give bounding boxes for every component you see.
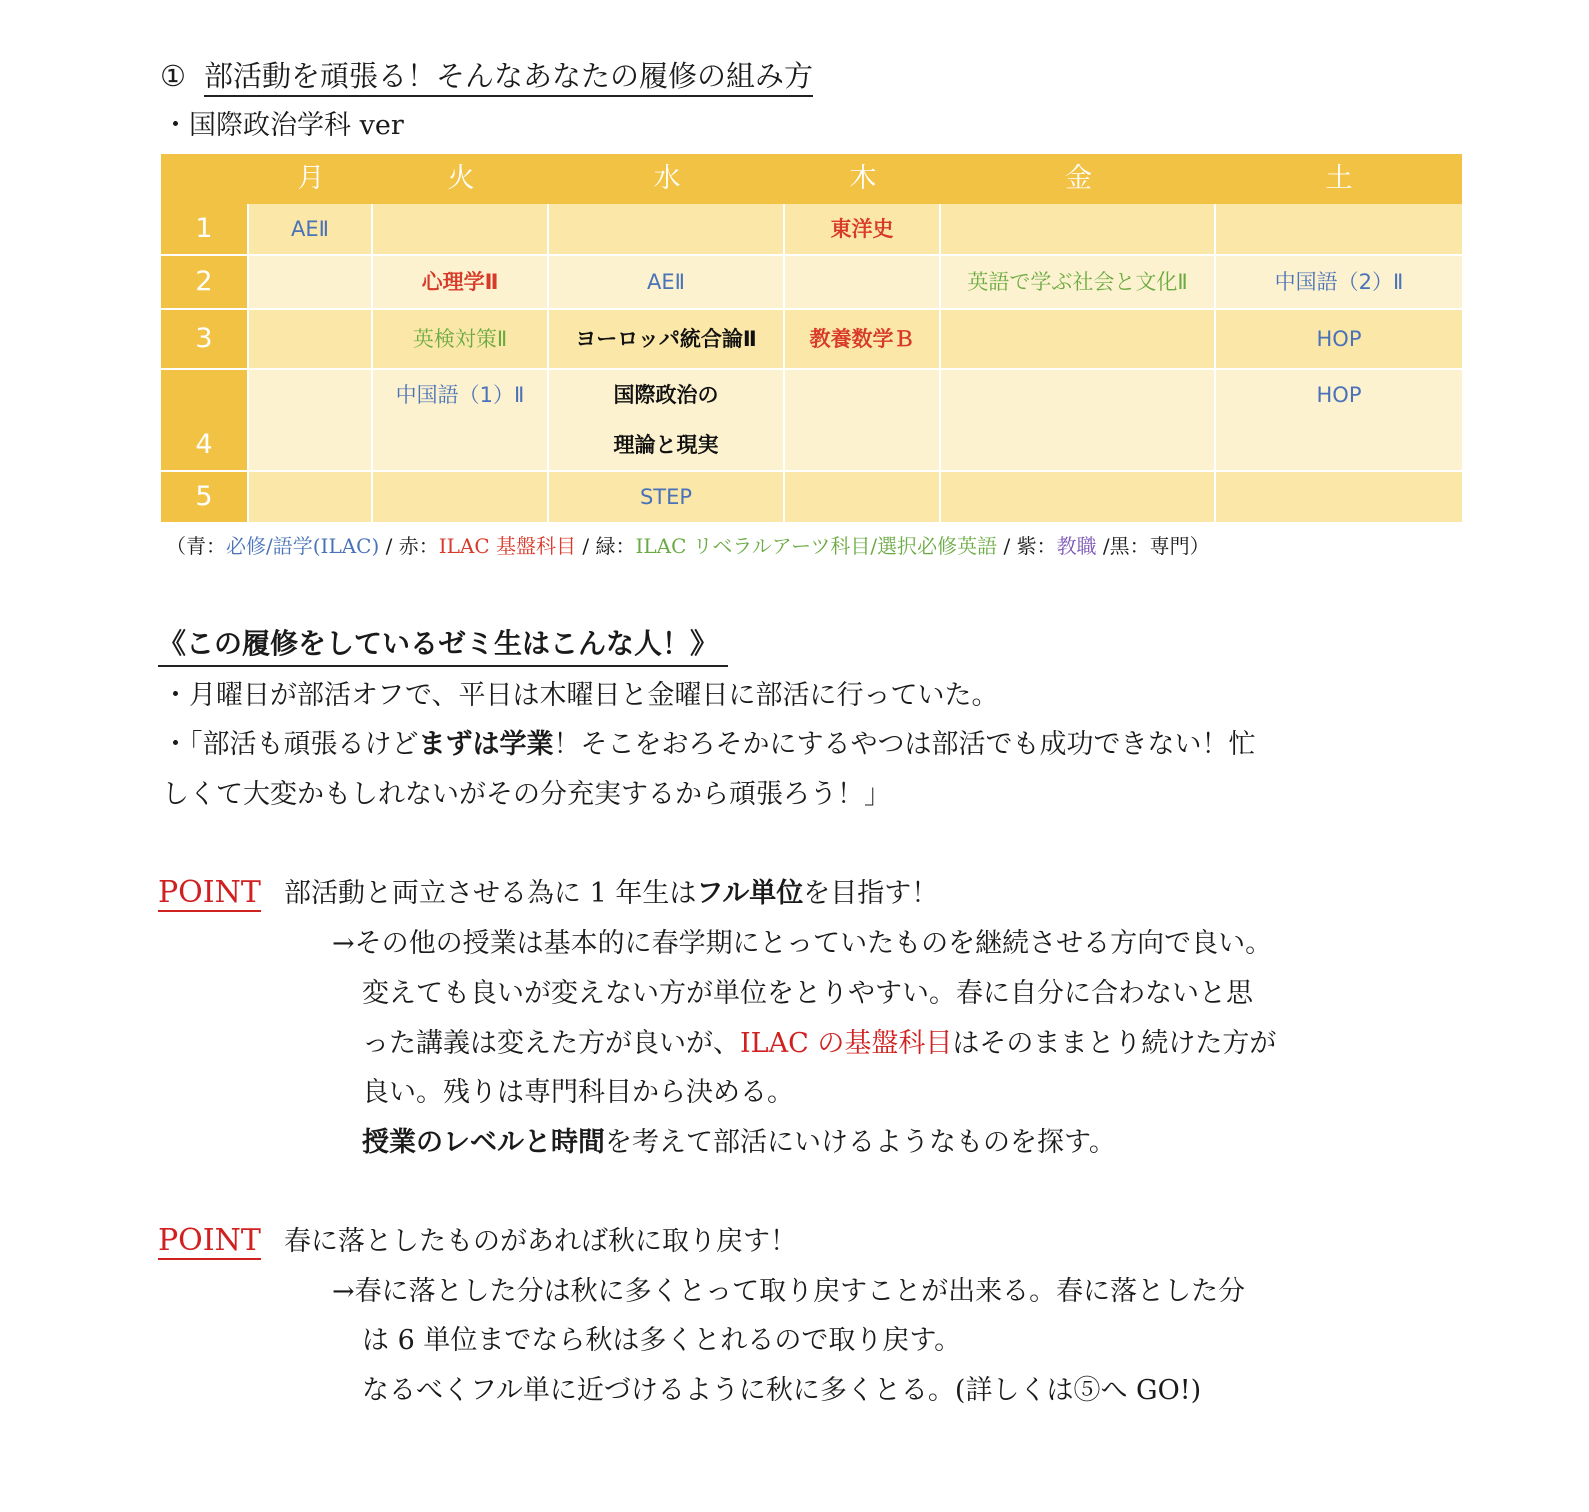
class-cell: 教養数学Ｂ: [785, 310, 941, 368]
point-heading: [284, 874, 938, 914]
period-label: 1: [161, 204, 249, 254]
color-legend: [166, 531, 1210, 561]
profile-title: 《この履修をしているゼミ生はこんな人！》: [158, 625, 728, 667]
point-line: [362, 1123, 1116, 1163]
class-cell: AEⅡ: [249, 204, 373, 254]
legend-red: ILAC 基盤科目: [438, 534, 577, 558]
day-header: 水: [549, 154, 785, 204]
text-run: ・「部活も頑張るけど: [162, 729, 419, 760]
point-line: 変えても良いが変えない方が単位をとりやすい。春に自分に合わないと思: [362, 978, 1253, 1009]
timetable-row: [161, 204, 1462, 256]
class-cell: 東洋史: [785, 204, 941, 254]
class-name-line: 理論と現実: [613, 433, 719, 457]
class-cell: [249, 472, 373, 522]
class-cell: [785, 256, 941, 308]
legend-purple: 教職: [1056, 534, 1097, 558]
class-cell: [373, 472, 549, 522]
timetable-header-row: [161, 154, 1462, 204]
class-cell: [373, 204, 549, 254]
class-cell: [785, 472, 941, 522]
text-run: を目指す！: [803, 878, 939, 909]
class-cell: [1216, 472, 1462, 522]
point-line: 良い。残りは専門科目から決める。: [362, 1077, 794, 1108]
class-cell: [1216, 204, 1462, 254]
day-header: 月: [249, 154, 373, 204]
legend-text: / 紫：: [997, 534, 1057, 558]
class-cell: 中国語（2）Ⅱ: [1216, 256, 1462, 308]
class-cell: ヨーロッパ統合論Ⅱ: [549, 310, 785, 368]
section-number: ①: [160, 59, 186, 93]
timetable: [161, 154, 1462, 520]
legend-text: /黒：専門）: [1096, 534, 1210, 558]
class-cell: [941, 204, 1216, 254]
class-cell: STEP: [549, 472, 785, 522]
corner-cell: [161, 154, 249, 204]
class-cell: HOP: [1216, 370, 1462, 470]
point-line: →春に落とした分は秋に多くとって取り戻すことが出来る。春に落とした分: [332, 1276, 1246, 1307]
class-cell: 中国語（1）Ⅱ: [373, 370, 549, 470]
timetable-row: [161, 368, 1462, 470]
text-run: ！そこをおろそかにするやつは部活でも成功できない！忙: [553, 729, 1256, 760]
class-cell: HOP: [1216, 310, 1462, 368]
legend-text: （青：: [166, 534, 226, 558]
point-line: は 6 単位までなら秋は多くとれるので取り戻す。: [362, 1325, 962, 1356]
class-cell: [549, 370, 785, 470]
profile-line: [162, 725, 1256, 765]
section-title: 部活動を頑張る！そんなあなたの履修の組み方: [204, 59, 813, 97]
class-cell: [941, 370, 1216, 470]
point-label: POINT: [158, 1223, 261, 1258]
point-heading: 春に落としたものがあれば秋に取り戻す！: [284, 1226, 797, 1257]
point-line: なるべくフル単に近づけるように秋に多くとる。(詳しくは⑤へ GO!): [362, 1375, 1202, 1406]
section-heading: [160, 58, 813, 94]
class-cell: [785, 370, 941, 470]
class-cell: [941, 310, 1216, 368]
class-cell: [549, 204, 785, 254]
subheading: ・国際政治学科 ver: [162, 110, 404, 141]
highlight-text: ILAC の基盤科目: [740, 1028, 953, 1059]
class-cell: AEⅡ: [549, 256, 785, 308]
timetable-row: [161, 310, 1462, 368]
day-header: 木: [785, 154, 941, 204]
point-line: →その他の授業は基本的に春学期にとっていたものを継続させる方向で良い。: [332, 928, 1273, 959]
text-run: った講義は変えた方が良いが、: [362, 1028, 740, 1059]
point-line: [362, 1024, 1276, 1064]
class-cell: 英語で学ぶ社会と文化Ⅱ: [941, 256, 1216, 308]
day-header: 土: [1216, 154, 1462, 204]
text-run: 部活動と両立させる為に 1 年生は: [284, 878, 697, 909]
timetable-row: [161, 256, 1462, 310]
point-label: POINT: [158, 875, 261, 910]
emphasis-text: 授業のレベルと時間: [362, 1127, 605, 1158]
class-cell: [249, 256, 373, 308]
class-name-line: 国際政治の: [613, 383, 719, 407]
timetable-row: [161, 470, 1462, 522]
legend-green: ILAC リベラルアーツ科目/選択必修英語: [635, 534, 998, 558]
period-label: 4: [161, 370, 249, 470]
emphasis-text: まずは学業: [418, 729, 554, 760]
class-cell: 英検対策Ⅱ: [373, 310, 549, 368]
class-cell: [249, 370, 373, 470]
legend-text: / 緑：: [576, 534, 636, 558]
day-header: 火: [373, 154, 549, 204]
profile-line: しくて大変かもしれないがその分充実するから頑張ろう！」: [162, 779, 891, 810]
class-cell: 心理学Ⅱ: [373, 256, 549, 308]
period-label: 5: [161, 472, 249, 522]
class-cell: [249, 310, 373, 368]
legend-text: / 赤：: [379, 534, 439, 558]
text-run: はそのままとり続けた方が: [952, 1028, 1277, 1059]
class-cell: [941, 472, 1216, 522]
text-run: を考えて部活にいけるようなものを探す。: [605, 1127, 1116, 1158]
profile-line: ・月曜日が部活オフで、平日は木曜日と金曜日に部活に行っていた。: [162, 680, 999, 711]
day-header: 金: [941, 154, 1216, 204]
emphasis-text: フル単位: [696, 878, 804, 909]
period-label: 3: [161, 310, 249, 368]
legend-blue: 必修/語学(ILAC): [226, 534, 380, 558]
period-label: 2: [161, 256, 249, 308]
